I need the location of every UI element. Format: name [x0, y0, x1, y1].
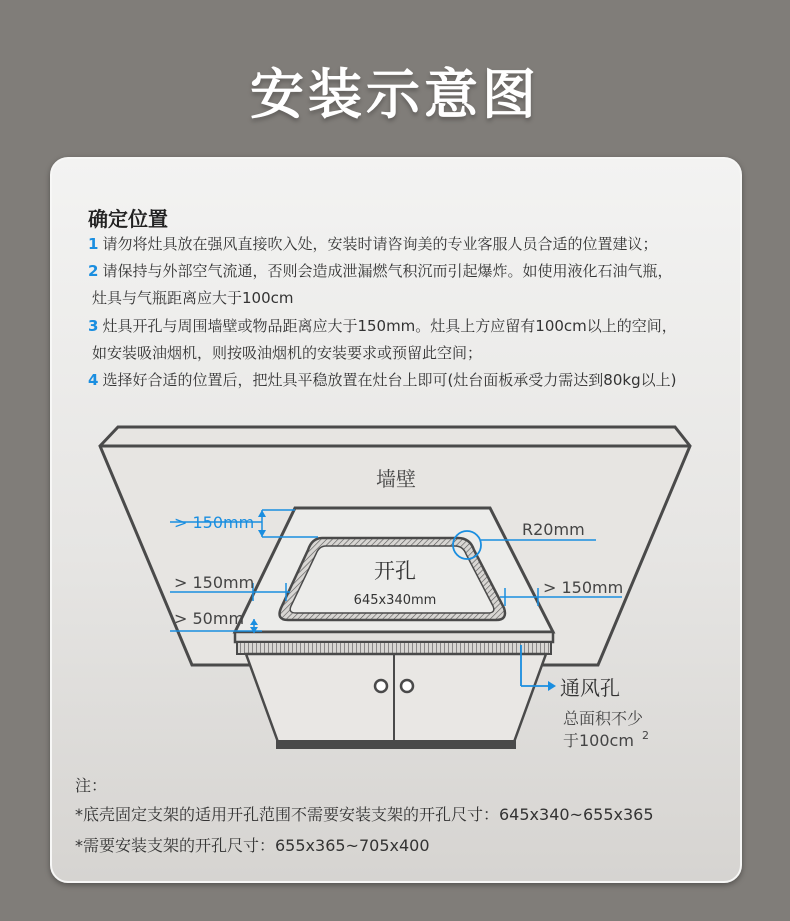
door-knob-left: [375, 680, 387, 692]
note-line: *底壳固定支架的适用开孔范围不需要安装支架的开孔尺寸：645x340~655x365: [75, 805, 654, 824]
rule-number: 1: [88, 235, 99, 253]
rule-text: 请保持与外部空气流通，否则会造成泄漏燃气积沉而引起爆炸。如使用液化石油气瓶，: [102, 262, 673, 280]
note-heading: 注：: [75, 776, 108, 795]
countertop-edge-hatch: [237, 642, 551, 654]
rule-number: 2: [88, 262, 99, 280]
dim-front-label: > 50mm: [174, 609, 245, 628]
rule-text: 灶具开孔与周围墙壁或物品距离应大于150mm。灶具上方应留有100cm以上的空间，: [102, 317, 677, 335]
wall-label: 墙壁: [376, 467, 416, 491]
vent-note-superscript: 2: [642, 729, 649, 742]
cabinet-body: [246, 654, 546, 742]
hole-size-label: 645x340mm: [353, 593, 437, 608]
vent-note-line2: 于100cm: [563, 731, 634, 750]
rule-text: 选择好合适的位置后，把灶具平稳放置在灶台上即可(灶台面板承受力需达到80kg以上): [102, 371, 677, 389]
rule-number: 3: [88, 317, 99, 335]
dim-top-label: > 150mm: [174, 513, 255, 532]
hole-label: 开孔: [374, 559, 416, 583]
rule-number: 4: [88, 371, 99, 389]
section-title: 确定位置: [88, 207, 168, 231]
cabinet-plinth: [276, 740, 516, 749]
door-knob-right: [401, 680, 413, 692]
dim-left-label: > 150mm: [174, 573, 255, 592]
vent-label: 通风孔: [560, 676, 620, 700]
page-title: 安装示意图: [250, 63, 540, 126]
rule-text: 请勿将灶具放在强风直接吹入处，安装时请咨询美的专业客服人员合适的位置建议；: [102, 235, 658, 253]
radius-label: R20mm: [522, 520, 585, 539]
rule-text: 灶具与气瓶距离应大于100cm: [92, 289, 294, 307]
dim-right-label: > 150mm: [543, 578, 624, 597]
rule-text: 如安装吸油烟机，则按吸油烟机的安装要求或预留此空间；: [92, 344, 483, 362]
countertop-front: [235, 632, 553, 642]
note-line: *需要安装支架的开孔尺寸：655x365~705x400: [75, 836, 430, 855]
vent-note-line1: 总面积不少: [563, 709, 644, 728]
